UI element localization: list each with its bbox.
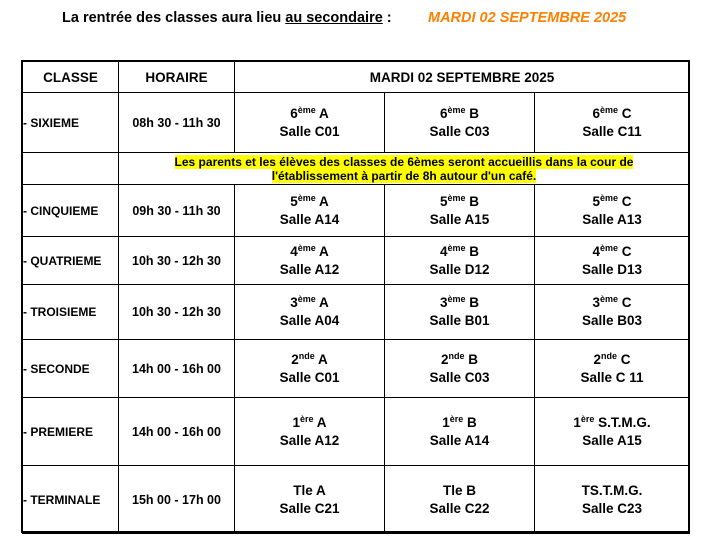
class-group	[235, 482, 384, 500]
class-level-ordinal: ère	[580, 413, 595, 424]
class-level: TS.T.M.G.	[581, 482, 643, 498]
class-level-ordinal: ère	[300, 413, 314, 424]
schedule-time-cell	[119, 466, 235, 534]
class-level: 3	[439, 295, 448, 310]
room-name: Salle C22	[429, 500, 490, 516]
class-name: - TERMINALE	[23, 492, 101, 507]
class-section: A	[315, 243, 329, 259]
class-level: 4	[290, 243, 298, 259]
class-level-ordinal: ème	[447, 104, 466, 115]
class-level: 3	[592, 295, 601, 310]
class-level-ordinal: ème	[600, 104, 619, 115]
room-name: Salle A04	[279, 313, 340, 328]
class-section: B	[463, 414, 477, 430]
room-name: Salle A14	[429, 432, 490, 448]
room-assignment-cell	[535, 93, 690, 153]
class-section: A	[313, 414, 327, 430]
table-row	[23, 93, 690, 153]
class-level: 2	[593, 351, 602, 367]
room-assignment-cell	[235, 398, 385, 466]
notice-line-2: l'établissement à partir de 8h autour d'un café.	[271, 168, 537, 183]
room-assignment-cell	[235, 185, 385, 237]
class-level-ordinal: nde	[448, 350, 465, 361]
class-level-ordinal: nde	[601, 350, 618, 361]
room-name: Salle C03	[429, 123, 490, 139]
room-assignment-cell	[235, 340, 385, 398]
schedule-time: 14h 00 - 16h 00	[132, 424, 221, 439]
class-name: - QUATRIEME	[23, 253, 102, 268]
room-assignment-cell	[385, 285, 535, 340]
class-group	[535, 193, 689, 211]
class-group	[235, 105, 384, 123]
class-name: - PREMIERE	[23, 424, 94, 439]
room-assignment-cell	[385, 340, 535, 398]
class-name-cell	[23, 398, 119, 466]
class-group	[235, 351, 384, 369]
schedule-time: 08h 30 - 11h 30	[132, 115, 221, 130]
class-level-ordinal: ème	[297, 242, 316, 253]
class-section: B	[465, 105, 480, 121]
class-level-ordinal: nde	[298, 350, 315, 361]
notice-cell	[119, 153, 690, 185]
room-assignment-cell	[235, 466, 385, 534]
room-name: Salle A12	[279, 432, 340, 448]
class-name: - SECONDE	[23, 361, 90, 376]
schedule-time-cell	[119, 93, 235, 153]
class-group	[535, 414, 689, 432]
class-level-ordinal: ème	[600, 192, 619, 203]
room-name: Salle A15	[582, 432, 642, 448]
class-section: B	[465, 295, 480, 310]
class-level: Tle A	[293, 482, 326, 498]
class-section: A	[315, 105, 329, 121]
table-row	[23, 185, 690, 237]
schedule-time-cell	[119, 285, 235, 340]
schedule-time: 14h 00 - 16h 00	[132, 361, 221, 376]
room-assignment-cell	[235, 93, 385, 153]
class-group	[235, 414, 384, 432]
notice-row	[23, 153, 690, 185]
column-header-horaire: HORAIRE	[119, 62, 235, 93]
class-section: C	[617, 351, 631, 367]
room-assignment-cell	[535, 237, 690, 285]
schedule-time-cell	[119, 185, 235, 237]
notice-spacer-cell	[23, 153, 119, 185]
schedule-time: 10h 30 - 12h 30	[132, 253, 221, 268]
class-level-ordinal: ème	[447, 192, 466, 203]
class-group	[385, 482, 534, 500]
room-assignment-cell	[235, 237, 385, 285]
class-group	[385, 351, 534, 369]
class-name-cell	[23, 185, 119, 237]
column-header-day: MARDI 02 SEPTEMBRE 2025	[235, 62, 690, 93]
class-section: B	[464, 351, 479, 367]
table-header-row	[23, 62, 690, 93]
room-name: Salle A14	[279, 211, 340, 227]
class-level-ordinal: ème	[600, 294, 619, 304]
class-group	[535, 105, 689, 123]
class-group	[535, 294, 689, 312]
class-level-ordinal: ère	[449, 413, 464, 424]
class-level: 5	[439, 193, 448, 209]
table-row	[23, 398, 690, 466]
intro-text-underlined: au secondaire	[285, 10, 383, 26]
column-header-classe: CLASSE	[23, 62, 119, 93]
intro-text-after: :	[382, 10, 392, 26]
class-section: B	[465, 193, 480, 209]
class-section: C	[618, 105, 632, 121]
class-section: C	[618, 243, 632, 259]
class-level-ordinal: ème	[447, 294, 466, 304]
class-group	[535, 351, 689, 369]
class-level-ordinal: ème	[447, 242, 466, 253]
room-name: Salle C11	[582, 123, 642, 139]
class-name-cell	[23, 237, 119, 285]
class-section: C	[618, 193, 632, 209]
class-level: 1	[442, 414, 450, 430]
announcement-intro	[62, 10, 392, 26]
room-assignment-cell	[535, 466, 690, 534]
class-section: A	[315, 295, 329, 310]
room-name: Salle C03	[429, 369, 490, 385]
room-name: Salle C01	[279, 369, 340, 385]
class-level: 6	[290, 105, 298, 121]
announcement-date: MARDI 02 SEPTEMBRE 2025	[428, 10, 627, 26]
room-name: Salle C 11	[580, 369, 644, 385]
class-level-ordinal: ème	[297, 104, 316, 115]
class-level-ordinal: ème	[600, 242, 619, 253]
schedule-time-cell	[119, 237, 235, 285]
class-group	[235, 294, 384, 312]
class-level: 4	[439, 243, 448, 259]
class-section: S.T.M.G.	[594, 414, 651, 430]
schedule-table	[22, 61, 690, 534]
class-level: 1	[292, 414, 300, 430]
table-row	[23, 237, 690, 285]
room-name: Salle B03	[581, 313, 643, 328]
table-row	[23, 340, 690, 398]
schedule-time-cell	[119, 340, 235, 398]
class-section: B	[465, 243, 480, 259]
notice-line-1: Les parents et les élèves des classes de 6èmes seront accueillis dans la cour de	[174, 154, 634, 169]
room-name: Salle D12	[429, 261, 490, 277]
room-name: Salle A13	[582, 211, 642, 227]
schedule-time: 15h 00 - 17h 00	[132, 492, 221, 507]
room-name: Salle C21	[279, 500, 340, 516]
room-assignment-cell	[385, 237, 535, 285]
class-level: 4	[592, 243, 601, 259]
class-group	[385, 105, 534, 123]
class-level: 6	[592, 105, 601, 121]
class-level: 1	[573, 414, 581, 430]
room-name: Salle A15	[429, 211, 490, 227]
class-name: - TROISIEME	[23, 305, 97, 319]
room-assignment-cell	[385, 185, 535, 237]
class-level-ordinal: ème	[297, 192, 316, 203]
intro-text-before: La rentrée des classes aura lieu	[62, 10, 286, 26]
schedule-time: 10h 30 - 12h 30	[132, 305, 221, 319]
class-name-cell	[23, 93, 119, 153]
class-name: - SIXIEME	[23, 115, 80, 130]
class-level: 3	[290, 295, 298, 310]
room-assignment-cell	[385, 93, 535, 153]
class-level: 5	[592, 193, 601, 209]
schedule-time-cell	[119, 398, 235, 466]
class-name-cell	[23, 285, 119, 340]
class-name: - CINQUIEME	[23, 203, 99, 218]
room-assignment-cell	[385, 398, 535, 466]
room-assignment-cell	[535, 285, 690, 340]
room-name: Salle D13	[581, 261, 643, 277]
class-name-cell	[23, 466, 119, 534]
schedule-body	[23, 93, 690, 534]
class-group	[535, 243, 689, 261]
room-name: Salle B01	[429, 313, 490, 328]
class-level-ordinal: ème	[297, 294, 316, 304]
class-level: 6	[439, 105, 448, 121]
class-section: A	[314, 351, 328, 367]
class-group	[385, 414, 534, 432]
class-group	[535, 482, 689, 500]
room-name: Salle A12	[279, 261, 340, 277]
room-name: Salle C23	[581, 500, 643, 516]
class-section: C	[618, 295, 632, 310]
announcement-heading	[0, 8, 709, 30]
schedule-time: 09h 30 - 11h 30	[132, 203, 221, 218]
room-assignment-cell	[535, 398, 690, 466]
room-assignment-cell	[535, 185, 690, 237]
class-group	[385, 243, 534, 261]
class-group	[385, 193, 534, 211]
class-level: 2	[440, 351, 449, 367]
table-row	[23, 285, 690, 340]
room-name: Salle C01	[279, 123, 340, 139]
class-group	[235, 243, 384, 261]
room-assignment-cell	[535, 340, 690, 398]
class-section: A	[315, 193, 329, 209]
class-name-cell	[23, 340, 119, 398]
class-group	[235, 193, 384, 211]
room-assignment-cell	[235, 285, 385, 340]
class-level: Tle B	[442, 482, 476, 498]
room-assignment-cell	[385, 466, 535, 534]
class-level: 2	[291, 351, 299, 367]
class-level: 5	[290, 193, 298, 209]
class-group	[385, 294, 534, 312]
table-row	[23, 466, 690, 534]
